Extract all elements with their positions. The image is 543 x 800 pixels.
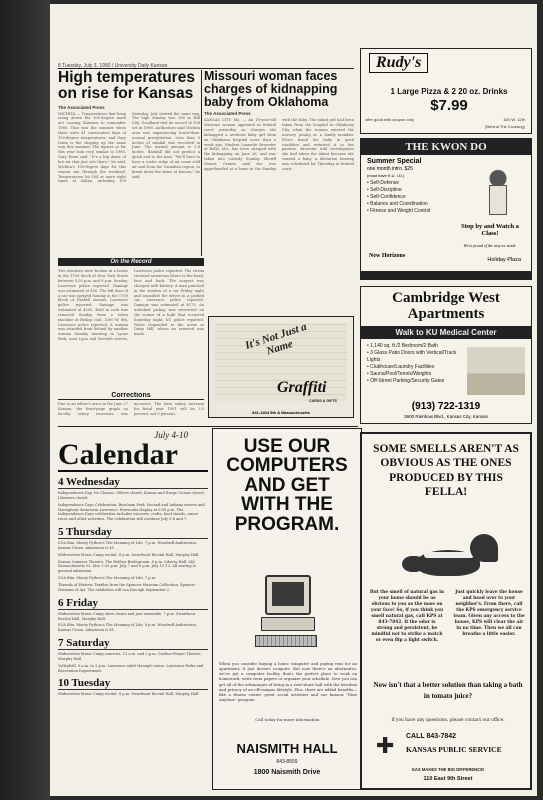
bullet-icon: • — [367, 187, 371, 193]
story-kidnap-headline: Missouri woman faces charges of kidnapping baby from Oklahoma — [204, 70, 338, 110]
calendar-day-heading: 6 Friday — [58, 597, 208, 610]
calendar-event: Kansas Summer Theatre. The Robber Bridegroom. 8 p.m. Liberty Hall, 642 Massachusetts St. Also 2:30 p.m. July 7 and 8 p.m. July 11-13. All seating is general admission. — [58, 559, 196, 574]
calendar-event: Independence Day. No Classes. Offices closed, Kansas and Burge Unions closed. Libraries closed. — [58, 491, 205, 500]
scan-edge — [0, 0, 50, 800]
cambridge-bullet-text: Sauna/Pool/Tennis/Weights — [370, 370, 432, 377]
graffiti-brand: Graffiti — [277, 379, 327, 396]
cambridge-bullet-text: Clubhouse/Laundry Facilities — [370, 363, 435, 370]
calendar — [58, 430, 208, 792]
cambridge-bullet-text: Off-Street Parking/Security Gates — [370, 377, 445, 384]
on-the-record — [58, 258, 204, 388]
kwondo-figure-body — [489, 185, 507, 215]
ad-naismith — [212, 428, 362, 790]
ad-graffiti — [208, 316, 354, 418]
on-the-record-title: On the Record — [58, 258, 204, 266]
story-kidnap-byline: The Associated Press — [204, 111, 251, 117]
pizza-offer: 1 Large Pizza & 2 20 oz. Drinks — [390, 87, 508, 96]
bullet-icon: • — [367, 201, 371, 207]
kwondo-figure — [477, 167, 519, 219]
corrections-title: Corrections — [58, 392, 204, 400]
calendar-dates: July 4-10 — [154, 430, 188, 440]
calendar-event: Threads of Historic Textiles from the Spencer Museum Collection. Spencer Museum of Art. The exhibition will run through September 2. — [58, 582, 196, 592]
cambridge-address: 3600 Rainbow Blvd., Kansas City, Kansas — [404, 414, 488, 419]
kwondo-bullet-text: Self-Defense — [370, 180, 400, 186]
bullet-icon: • — [367, 342, 371, 349]
graffiti-slogan: It's Not Just a Name — [243, 320, 309, 358]
graffiti-address: 841-1404 9th & Massachusetts — [252, 410, 310, 415]
cambridge-bullets — [367, 343, 463, 385]
calendar-event: Midwestern Music Camp recital. 8 p.m. Swarthout Recital Hall, Murphy Hall. — [58, 692, 200, 697]
kps-company: KANSAS PUBLIC SERVICE — [406, 745, 502, 754]
calendar-event: Midwestern Music Camp concerts. 11 a.m. and 2 p.m. Crafton-Preyer Theatre, Murphy Hall. — [58, 652, 202, 661]
page-folio: 8 Tuesday, July 3, 1990 / University Daily Kansan — [58, 63, 168, 69]
kwondo-sub: (must have K.U. I.D.) — [367, 173, 405, 178]
story-kidnap-text: KANSAS CITY, Mo. — An 18-year-old Missouri woman appeared in federal court yesterday on charges she kidnapped a newborn baby girl from an Oklahoma hospital more than a week ago. Student Lynnette Brewster of Rolla, Mo., has been charged with the kidnapping on June 26, and was taken into custody Sunday. Sheriff Dennis Grimes said she was apprehended at a home in the Sunday with the baby. The infant girl had been taken from the hospital in Oklahoma City when the woman entered the nursery posing as a family member. Police found the baby in good condition and returned it to her parents. Brewster told investigators she had taken the infant because she wanted a baby. A detention hearing was scheduled for Thursday in federal court. — [204, 118, 354, 171]
story-heat-byline: The Associated Press — [58, 104, 105, 110]
on-the-record-text: Two windows were broken in a house in the 1100 block of New York Street between 5:30 p.m. and 9 p.m. Sunday, Lawrence police reported. Damage was estimated at $50. The left door of a car was sprayed Sunday in the 1700 block of Haskell Avenue, Lawrence police reported. Damage was estimated at $200. Bold in cash was removed Sunday from a token machine at Bishop Galt, 3300 W. 6th, Lawrence police reported. A woman was attacked from behind by another woman Sunday morning in Lyons Park, near Lyon and Seventh streets, Lawrence police reported. The victim received numerous blows to the head, face and back. The suspect was charged with battery. A man punched in the window of a car Friday night and assaulted the driver in a parked car, Lawrence police reported. Damage was estimated at $175. An unlocked pickup was recovered on the corner of a light that occurred Saturday night, KU police reported. Police responded to the scene at Daisy Hill, where an arrested was made. — [58, 269, 204, 342]
story-kidnap — [204, 70, 354, 310]
computer-keyboard — [255, 635, 317, 647]
cambridge-bullet — [367, 343, 463, 350]
computer-illustration — [255, 575, 321, 653]
kwondo-bullet — [367, 201, 453, 208]
kwondo-bullets — [367, 180, 453, 215]
kwondo-plaza: Holiday Plaza — [487, 257, 521, 263]
pizza-behind: (Behind The Crossing) — [485, 124, 525, 129]
computer-base — [261, 617, 315, 631]
newspaper-page — [50, 4, 537, 796]
kwondo-bullet-text: Self-Confidence — [370, 194, 406, 200]
kwondo-stop: Stop by and Watch a Class! — [461, 223, 519, 237]
ad-pizza — [360, 48, 532, 134]
naismith-text: When you consider buying a home computer and paying rent for an apartment, it just doesn't compute. But now there's an alternative: we've got a computer facility that's the perfect place to work on homework, write term papers or organize your schedule. Now you can get all of the advantages of living in a rent-share hall with the freedom and privacy of an off-campus lifestyle. Plus, there are added benefits—like a fitness center, great social activities and our famous "Dine Anytime" program. — [219, 661, 357, 702]
kwondo-footer — [361, 271, 531, 279]
story-heat — [58, 70, 200, 255]
mid-rule — [58, 426, 358, 427]
top-rule — [58, 68, 354, 69]
kwondo-bullet — [367, 194, 453, 201]
bullet-icon: • — [367, 180, 371, 186]
story-heat-text: WICHITA — Temperatures that keep rising above the 100-degree mark are causing Kansans to remember 1980. That was the summer when there were 41 consecutive days of 100-degree temperatures, and Gary Dunn is the shaping up the same way this summer. The figures so far this year look very similar to 1980, Gary Dunn said. "It's a big dome of hot air that just sits there," he said. Wichita's 100-degree days for this season ran through the weekend. Temperatures hit 104 or more eight times at Salina, including 109 Saturday. July started the same way. The high Sunday was 106 in Hill City. Goodland tied its record of 106 set in 1980. Authorities said Wichita area was experiencing lower-than-normal precipitation. Less than 3 inches of rainfall was recorded in June. The normal amount is 3.8 inches. Rainfall did not predict a quick end to the heat. "We'll have to have a cooler ridge of air come cold air and from the Canadian region, to break down the dome at Kansas," he said. — [58, 111, 200, 184]
calendar-event: Independence Days Celebration. Burcham Park. Second and Indiana streets and throughout downtown Lawrence. Fireworks display at 9:30 p.m. The Independence Days celebration includes concerts, crafts, food stands, canoe races and other activities. The celebration will continue July 5-6 and 7. — [58, 502, 205, 522]
cambridge-photo — [467, 347, 525, 395]
ad-kps — [360, 432, 532, 790]
bullet-icon: • — [367, 349, 371, 356]
kps-question: Now isn't that a better solution than taking a bath in tomato juice? — [373, 681, 523, 700]
kwondo-bullet — [367, 208, 453, 215]
naismith-headline: USE OUR COMPUTERS AND GET WITH THE PROGRAM. — [226, 436, 348, 535]
kps-right-text: Just quickly leave the house and head over to your neighbor's. From there, call the KPS emergency service team. Given any access to the house, KPS will clear the air in no time. Then we all can breathe a little easier. — [453, 590, 525, 638]
pizza-note: offer good with coupon only — [365, 117, 414, 122]
cambridge-phone: (913) 722-1319 — [411, 401, 481, 412]
column-rule — [201, 70, 202, 256]
kps-phone: CALL 843-7842 — [406, 733, 457, 740]
pizza-address: 620 W. 12th — [503, 117, 525, 122]
bullet-icon: • — [367, 363, 371, 370]
calendar-day-heading: 4 Wednesday — [58, 476, 208, 489]
calendar-event: Midwestern Music Camp show choirs and jazz ensemble. 7 p.m. Swarthout Recital Hall, Murphy Hall. — [58, 611, 196, 621]
kps-address: 110 East 9th Street — [423, 776, 473, 782]
bullet-icon: • — [367, 370, 371, 377]
cambridge-bullet-text: 3 Glass Patio Doors with Vertical/Track Lights — [367, 349, 457, 363]
corrections — [58, 392, 204, 424]
bullet-icon: • — [367, 194, 371, 200]
kps-headline: SOME SMELLS AREN'T AS OBVIOUS AS THE ONES PRODUCED BY THIS FELLA! — [373, 443, 519, 499]
naismith-cta: Call today for more information. — [255, 717, 321, 722]
naismith-address: 1800 Naismith Drive — [253, 769, 321, 776]
calendar-day-heading: 7 Saturday — [58, 637, 208, 650]
bullet-icon: • — [367, 377, 371, 384]
skunk-head — [402, 556, 422, 572]
skunk-tail — [470, 534, 498, 562]
naismith-name: NAISMITH HALL — [236, 741, 338, 756]
calendar-title: Calendar — [58, 440, 208, 472]
skunk-illustration — [396, 534, 500, 580]
calendar-day-heading: 10 Tuesday — [58, 677, 208, 690]
ad-cambridge — [360, 286, 532, 424]
calendar-days — [58, 476, 208, 697]
kwondo-tagline: We're proud of the way we teach. — [463, 243, 517, 248]
kwondo-title: THE KWON DO — [361, 139, 531, 155]
cambridge-bullet — [367, 350, 463, 364]
calendar-event: SUA film. Monty Python's The Meaning of Life. 7 p.m. — [58, 576, 157, 581]
kwondo-bullet-text: Balance and Coordination — [370, 201, 428, 207]
kwondo-bullet — [367, 180, 453, 187]
calendar-event: Volleyball. 9 a.m. to 2 p.m. Lawrence adult through-comm. Lawrence Parks and Recreation Department. — [58, 663, 204, 673]
pizza-brand: Rudy's — [369, 53, 428, 73]
cambridge-title: Cambridge West Apartments — [392, 290, 500, 322]
kwondo-bullet-text: Fitness and Weight Control — [370, 208, 431, 214]
kps-logo-icon: ✚ — [376, 734, 395, 759]
kps-left-text: But the smell of natural gas in your home should be as obvious to you as the nose on your face! So, if you think you smell natural gas, call KPS at 843-7842. If the odor is strong and persistent, be mindful not to strike a match or even flip a light switch. — [370, 590, 444, 644]
calendar-event: SUA film. Monty Python's The Meaning of Life. 7 p.m. Woodruff Auditorium, Kansas Union. Admission is $1. — [58, 541, 197, 550]
calendar-event: Midwestern Music Camp recital. 8 p.m. Swarthout Recital Hall, Murphy Hall. — [58, 552, 200, 557]
calendar-day-heading: 5 Thursday — [58, 526, 208, 539]
kps-contact: If you have any questions, please contact our office. — [391, 718, 505, 723]
kwondo-subtitle: Summer Special — [367, 158, 422, 165]
cambridge-bullet — [367, 378, 463, 385]
calendar-event: SUA film. Monty Python's The Meaning of Life. 9 p.m. Woodruff Auditorium, Kansas Union. Admission is $1. — [58, 623, 197, 633]
computer-screen — [272, 582, 304, 606]
cambridge-bullet-text: 1,140 sq. ft./2 Bedroom/2 Bath — [370, 342, 438, 349]
corrections-text: Due to an editor's error in the June 27 Kansan, the front-page graph on faculty salary increases was incorrect. The base salary increase for fiscal year 1991 will be 3.5 percent, not 5 percent. — [58, 402, 204, 417]
cambridge-bullet — [367, 364, 463, 371]
bullet-icon: • — [367, 208, 371, 214]
cambridge-bullet — [367, 371, 463, 378]
kwondo-school: New Horizons — [369, 253, 406, 259]
skunk-stripe — [424, 552, 474, 558]
pizza-price: $7.99 — [430, 97, 468, 114]
story-heat-headline: High temperatures on rise for Kansas — [58, 70, 195, 103]
ad-kwondo — [360, 138, 532, 280]
kwondo-price: one month intro. $25 — [367, 166, 413, 172]
kwondo-bullet-text: Self-Discipline — [370, 187, 402, 193]
naismith-phone: 843-8559 — [276, 759, 298, 765]
kwondo-bullet — [367, 187, 453, 194]
cambridge-banner: Walk to KU Medical Center — [361, 326, 531, 339]
kps-slogan: GAS MAKES THE BIG DIFFERENCE! — [411, 767, 485, 772]
graffiti-sub: CARDS & GIFTS — [309, 399, 337, 403]
